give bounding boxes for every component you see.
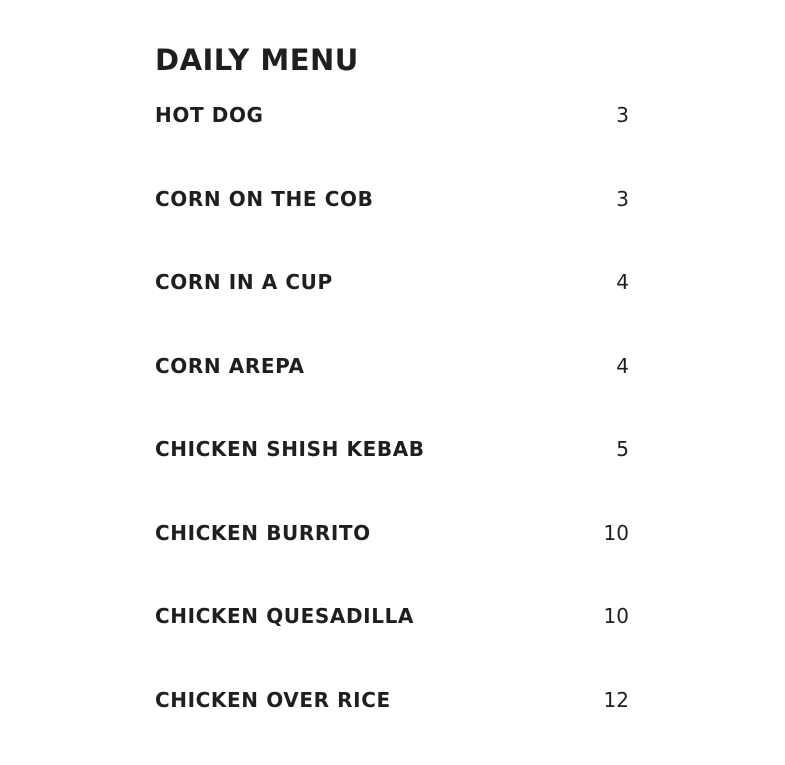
menu-item	[155, 518, 629, 548]
menu-item	[155, 434, 629, 464]
menu-item-price: 10	[603, 604, 629, 628]
menu-item	[155, 184, 629, 214]
menu-item-price: 4	[616, 354, 629, 378]
menu-item-price: 10	[603, 521, 629, 545]
menu-item-name: HOT DOG	[155, 103, 264, 127]
menu-item-name: CORN AREPA	[155, 354, 305, 378]
menu-item-name: CORN IN A CUP	[155, 270, 333, 294]
menu-item-price: 5	[616, 437, 629, 461]
menu-item-price: 12	[603, 688, 629, 712]
menu-item-price: 3	[616, 103, 629, 127]
menu-title: DAILY MENU	[155, 43, 359, 77]
menu-item	[155, 685, 629, 715]
menu-item-price: 4	[616, 270, 629, 294]
menu-item-name: CORN ON THE COB	[155, 187, 374, 211]
menu-item-name: CHICKEN SHISH KEBAB	[155, 437, 425, 461]
daily-menu	[155, 41, 629, 712]
menu-item	[155, 267, 629, 297]
menu-item	[155, 100, 629, 130]
menu-item-name: CHICKEN QUESADILLA	[155, 604, 414, 628]
menu-item-name: CHICKEN OVER RICE	[155, 688, 391, 712]
menu-item-price: 3	[616, 187, 629, 211]
menu-item	[155, 351, 629, 381]
menu-item-name: CHICKEN BURRITO	[155, 521, 371, 545]
menu-item	[155, 601, 629, 631]
